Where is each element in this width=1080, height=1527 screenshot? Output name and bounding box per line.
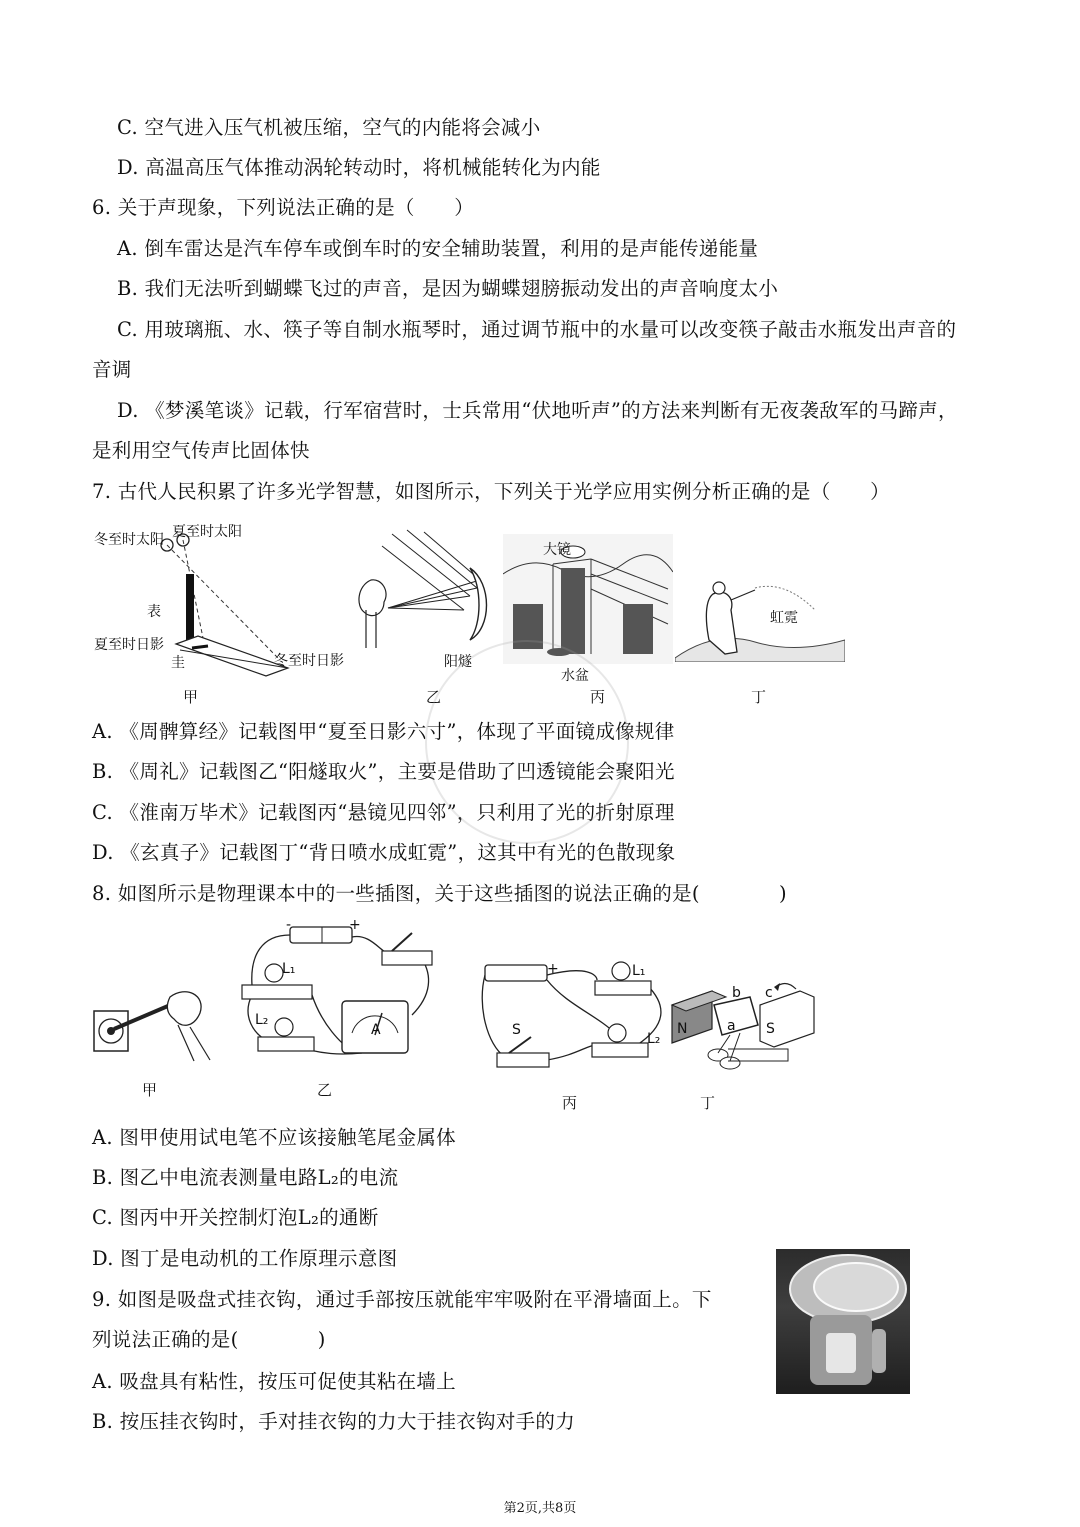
- q9-stem-line2: 列说法正确的是( ): [92, 1328, 326, 1351]
- q7-caption-bing: 丙: [590, 688, 606, 706]
- q8-caption-jia: 甲: [142, 1081, 158, 1099]
- concave-mirror-icon: [470, 568, 487, 640]
- q7-option-d: D. 《玄真子》记载图丁“背日喷水成虹霓”，这其中有光的色散现象: [92, 841, 676, 864]
- q8-option-b: B. 图乙中电流表测量电路L₂的电流: [92, 1166, 399, 1189]
- q8-figure-yi-ammeter-circuit: [232, 915, 442, 1065]
- magnet-n-label: N: [677, 1021, 688, 1037]
- battery-icon: [290, 927, 352, 943]
- battery-icon: [485, 965, 547, 981]
- watermark-seal: [425, 640, 629, 844]
- q8-option-c: C. 图丙中开关控制灯泡L₂的通断: [92, 1206, 379, 1229]
- biao-label: 表: [147, 604, 161, 620]
- q6-stem: 6. 关于声现象，下列说法正确的是（ ）: [92, 196, 475, 219]
- ammeter-label: A: [371, 1022, 381, 1038]
- q7-option-a: A. 《周髀算经》记载图甲“夏至日影六寸”，体现了平面镜成像规律: [92, 720, 675, 743]
- q8-figure-bing-circuit: [477, 945, 677, 1075]
- q7-stem: 7. 古代人民积累了许多光学智慧，如图所示，下列关于光学应用实例分析正确的是（ ）: [92, 480, 890, 503]
- bulb-l2-icon: [275, 1018, 293, 1036]
- hand-icon: [167, 992, 201, 1025]
- q8-caption-yi: 乙: [317, 1081, 333, 1099]
- q8-option-d: D. 图丁是电动机的工作原理示意图: [92, 1247, 398, 1270]
- tree-icon: [359, 580, 386, 616]
- switch-s-label: S: [512, 1022, 521, 1038]
- q7-option-c: C. 《淮南万毕术》记载图丙“悬镜见四邻”，只利用了光的折射原理: [92, 801, 675, 824]
- point-b-label: b: [732, 985, 741, 1001]
- rainbow-label: 虹霓: [770, 610, 798, 626]
- summer-shadow-label: 夏至时日影: [94, 637, 164, 653]
- q9-option-a: A. 吸盘具有粘性，按压可促使其粘在墙上: [92, 1370, 456, 1393]
- q5-option-d: D. 高温高压气体推动涡轮转动时，将机械能转化为内能: [117, 156, 601, 179]
- gui-label: 圭: [171, 655, 185, 671]
- shuipen-label: 水盆: [561, 668, 589, 684]
- q6-option-a: A. 倒车雷达是汽车停车或倒车时的安全辅助装置，利用的是声能传递能量: [117, 237, 759, 260]
- q9-option-b: B. 按压挂衣钩时，手对挂衣钩的力大于挂衣钩对手的力: [92, 1410, 576, 1433]
- q8-figure-ding-generator: [668, 975, 818, 1075]
- q6-option-c-line1: C. 用玻璃瓶、水、筷子等自制水瓶琴时，通过调节瓶中的水量可以改变筷子敲击水瓶发出声音的: [117, 318, 957, 341]
- winter-shadow-label: 冬至时日影: [274, 653, 344, 669]
- magnet-s-label: S: [766, 1021, 775, 1037]
- q8-stem: 8. 如图所示是物理课本中的一些插图，关于这些插图的说法正确的是( ): [92, 882, 787, 905]
- q7-figure-yi-burning-mirror: [352, 528, 492, 664]
- bulb-l1-icon: [612, 962, 630, 980]
- q6-option-d-line1: D. 《梦溪笔谈》记载，行军宿营时，士兵常用“伏地听声”的方法来判断有无夜袭敌军的马蹄声，: [117, 399, 958, 422]
- q7-option-b: B. 《周礼》记载图乙“阳燧取火”，主要是借助了凹透镜能会聚阳光: [92, 760, 675, 783]
- winter-sun-label: 冬至时太阳: [94, 532, 164, 548]
- q7-caption-jia: 甲: [183, 688, 199, 706]
- switch-icon: [382, 951, 432, 965]
- battery-plus-label: +: [349, 917, 361, 933]
- battery-minus-label: -: [286, 917, 292, 933]
- q7-figure-ding-rainbow: [675, 570, 845, 662]
- q8-caption-bing: 丙: [562, 1094, 578, 1112]
- q8-caption-ding: 丁: [700, 1094, 716, 1112]
- suction-hook-icon: [776, 1249, 910, 1394]
- battery-plus-label-bing: +: [547, 961, 559, 977]
- page-footer: 第2页,共8页: [503, 1501, 577, 1516]
- coil-icon: [714, 997, 758, 1035]
- q7-caption-ding: 丁: [751, 688, 767, 706]
- q8-figure-jia-test-pen: [90, 975, 220, 1065]
- point-a-label: a: [727, 1018, 736, 1034]
- q8-option-a: A. 图甲使用试电笔不应该接触笔尾金属体: [92, 1126, 456, 1149]
- l1-label-bing: L₁: [632, 963, 646, 979]
- q9-stem-line1: 9. 如图是吸盘式挂衣钩，通过手部按压就能牢牢吸附在平滑墙面上。下: [92, 1288, 712, 1311]
- bulb-l1-icon: [265, 964, 283, 982]
- q6-option-c-line2: 音调: [92, 358, 132, 381]
- switch-icon: [497, 1053, 549, 1067]
- q7-caption-yi: 乙: [426, 688, 442, 706]
- yangsui-label: 阳燧: [444, 654, 472, 670]
- q6-option-d-line2: 是利用空气传声比固体快: [92, 439, 310, 462]
- l1-label-yi: L₁: [282, 961, 296, 977]
- q5-option-c: C. 空气进入压气机被压缩，空气的内能将会减小: [117, 116, 541, 139]
- q6-option-b: B. 我们无法听到蝴蝶飞过的声音，是因为蝴蝶翅膀振动发出的声音响度太小: [117, 277, 779, 300]
- l2-label-yi: L₂: [255, 1012, 269, 1028]
- point-c-label: c: [765, 985, 773, 1001]
- summer-sun-label: 夏至时太阳: [172, 524, 242, 540]
- dajing-label: 大镜: [543, 542, 571, 558]
- suction-hook-photo: [776, 1249, 910, 1394]
- l2-label-bing: L₂: [647, 1031, 661, 1047]
- bulb-l2-icon: [608, 1024, 626, 1042]
